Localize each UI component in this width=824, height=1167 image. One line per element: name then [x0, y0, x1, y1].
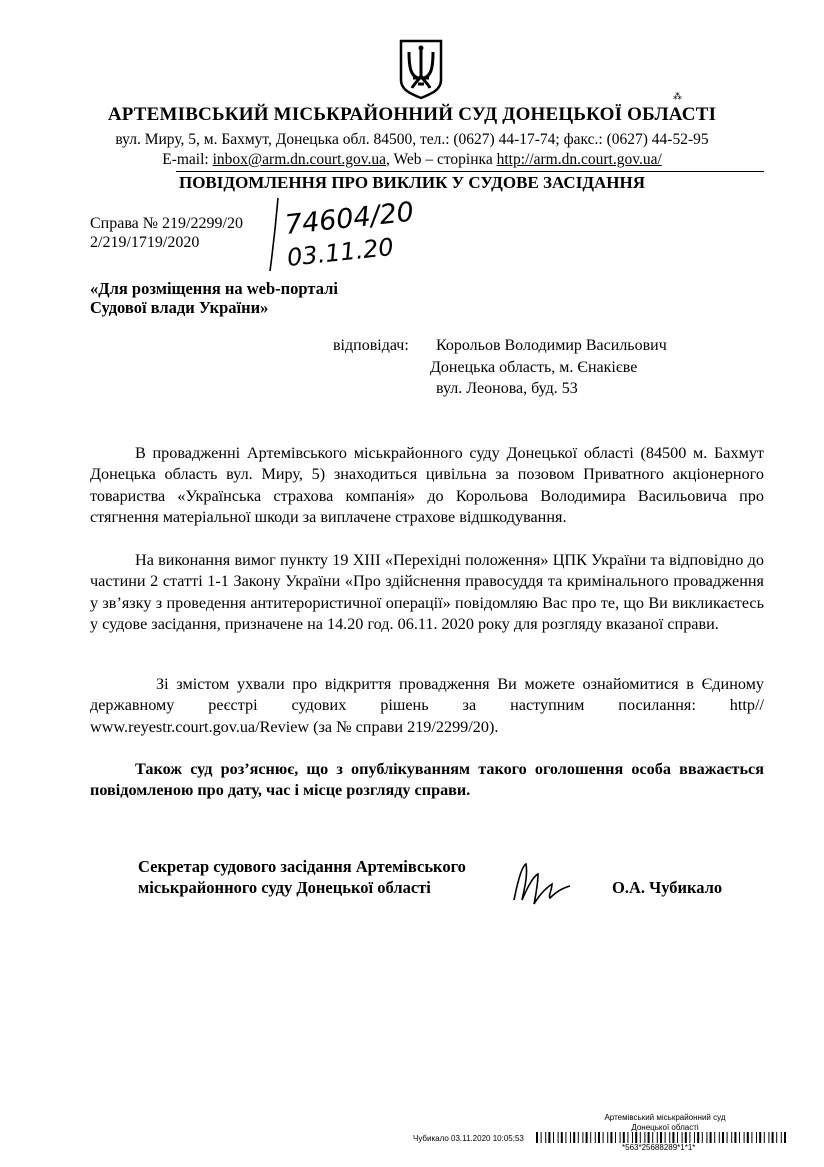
portal-note-line2: Судової влади України» — [90, 298, 269, 317]
contact-line — [0, 151, 824, 169]
court-name: АРТЕМІВСЬКИЙ МІСЬКРАЙОННИЙ СУД ДОНЕЦЬКОЇ ОБЛАСТІ — [107, 104, 717, 125]
stamp-court-line1: Артемівський міськрайонний суд — [604, 1113, 726, 1122]
barcode-number: *563*25688289*1*1* — [622, 1143, 696, 1152]
email-link[interactable]: inbox@arm.dn.court.gov.ua — [212, 151, 386, 168]
respondent-street: вул. Леонова, буд. 53 — [436, 380, 578, 397]
respondent-region: Донецька область, м. Єнакієве — [430, 359, 638, 376]
trident-emblem-icon — [398, 38, 444, 100]
notice-title: ПОВІДОМЛЕННЯ ПРО ВИКЛИК У СУДОВЕ ЗАСІДАННЯ — [178, 173, 646, 192]
case-number: Справа № 219/2299/20 — [90, 215, 243, 232]
court-address: вул. Миру, 5, м. Бахмут, Донецька обл. 84500, тел.: (0627) 44-17-74; факс.: (0627) 44-52-95 — [115, 131, 709, 148]
handwritten-signature — [508, 860, 578, 908]
signatory-title-line1: Секретар судового засідання Артемівського — [138, 857, 466, 876]
barcode-icon — [536, 1132, 786, 1143]
portal-note-line1: «Для розміщення на web-порталі — [90, 279, 338, 298]
registration-number: 74604/20 — [283, 196, 416, 241]
stamp-signer: Чубикало 03.11.2020 10:05:53 — [413, 1134, 524, 1143]
signatory-title-line2: міськрайонного суду Донецької області — [138, 878, 431, 897]
web-prefix: , Web – сторінка — [386, 151, 497, 168]
respondent-label: відповідач: — [333, 337, 409, 354]
paragraph-registry: Зі змістом ухвали про відкриття провадження Ви можете ознайомитися в Єдиному державному реєстрі судових рішень за наступним посилання: http// www.reyestr.court.gov.ua/Review (за № справи 219/2299/20). — [90, 675, 764, 736]
signatory-name: О.А. Чубикало — [612, 878, 723, 897]
registration-mark: ⁂ — [673, 91, 682, 101]
stamp-court-line2: Донецької області — [631, 1123, 699, 1132]
registration-stamp — [268, 196, 418, 276]
paragraph-proceeding: В провадженні Артемівського міськрайонного суду Донецької області (84500 м. Бахмут Донецька область вул. Миру, 5) знаходиться цивільна за позовом Приватного акціонерного товариства «Українська страхова компанія» до Корольова Володимира Васильовича про стягнення матеріальної шкоди за виплачене страхове відшкодування. — [90, 444, 764, 527]
proceeding-number: 2/219/1719/2020 — [90, 234, 200, 251]
respondent-name: Корольов Володимир Васильович — [436, 337, 667, 354]
web-link[interactable]: http://arm.dn.court.gov.ua/ — [496, 151, 662, 168]
header-divider — [176, 171, 764, 172]
paragraph-notice: Також суд роз’яснює, що з опублікуванням такого оголошення особа вважається повідомленою про дату, час і місце розгляду справи. — [90, 760, 764, 800]
paragraph-summons: На виконання вимог пункту 19 ХІІІ «Перехідні положення» ЦПК України та відповідно до частини 2 статті 1-1 Закону України «Про здійснення правосуддя та кримінального провадження у зв’язку з проведення антитерористичної операції» повідомляю Вас про те, що Ви викликаєтесь у судове засідання, призначене на 14.20 год. 06.11. 2020 року для розгляду вказаної справи. — [90, 551, 764, 634]
email-prefix: E-mail: — [162, 151, 213, 168]
registration-date: 03.11.20 — [285, 232, 395, 272]
